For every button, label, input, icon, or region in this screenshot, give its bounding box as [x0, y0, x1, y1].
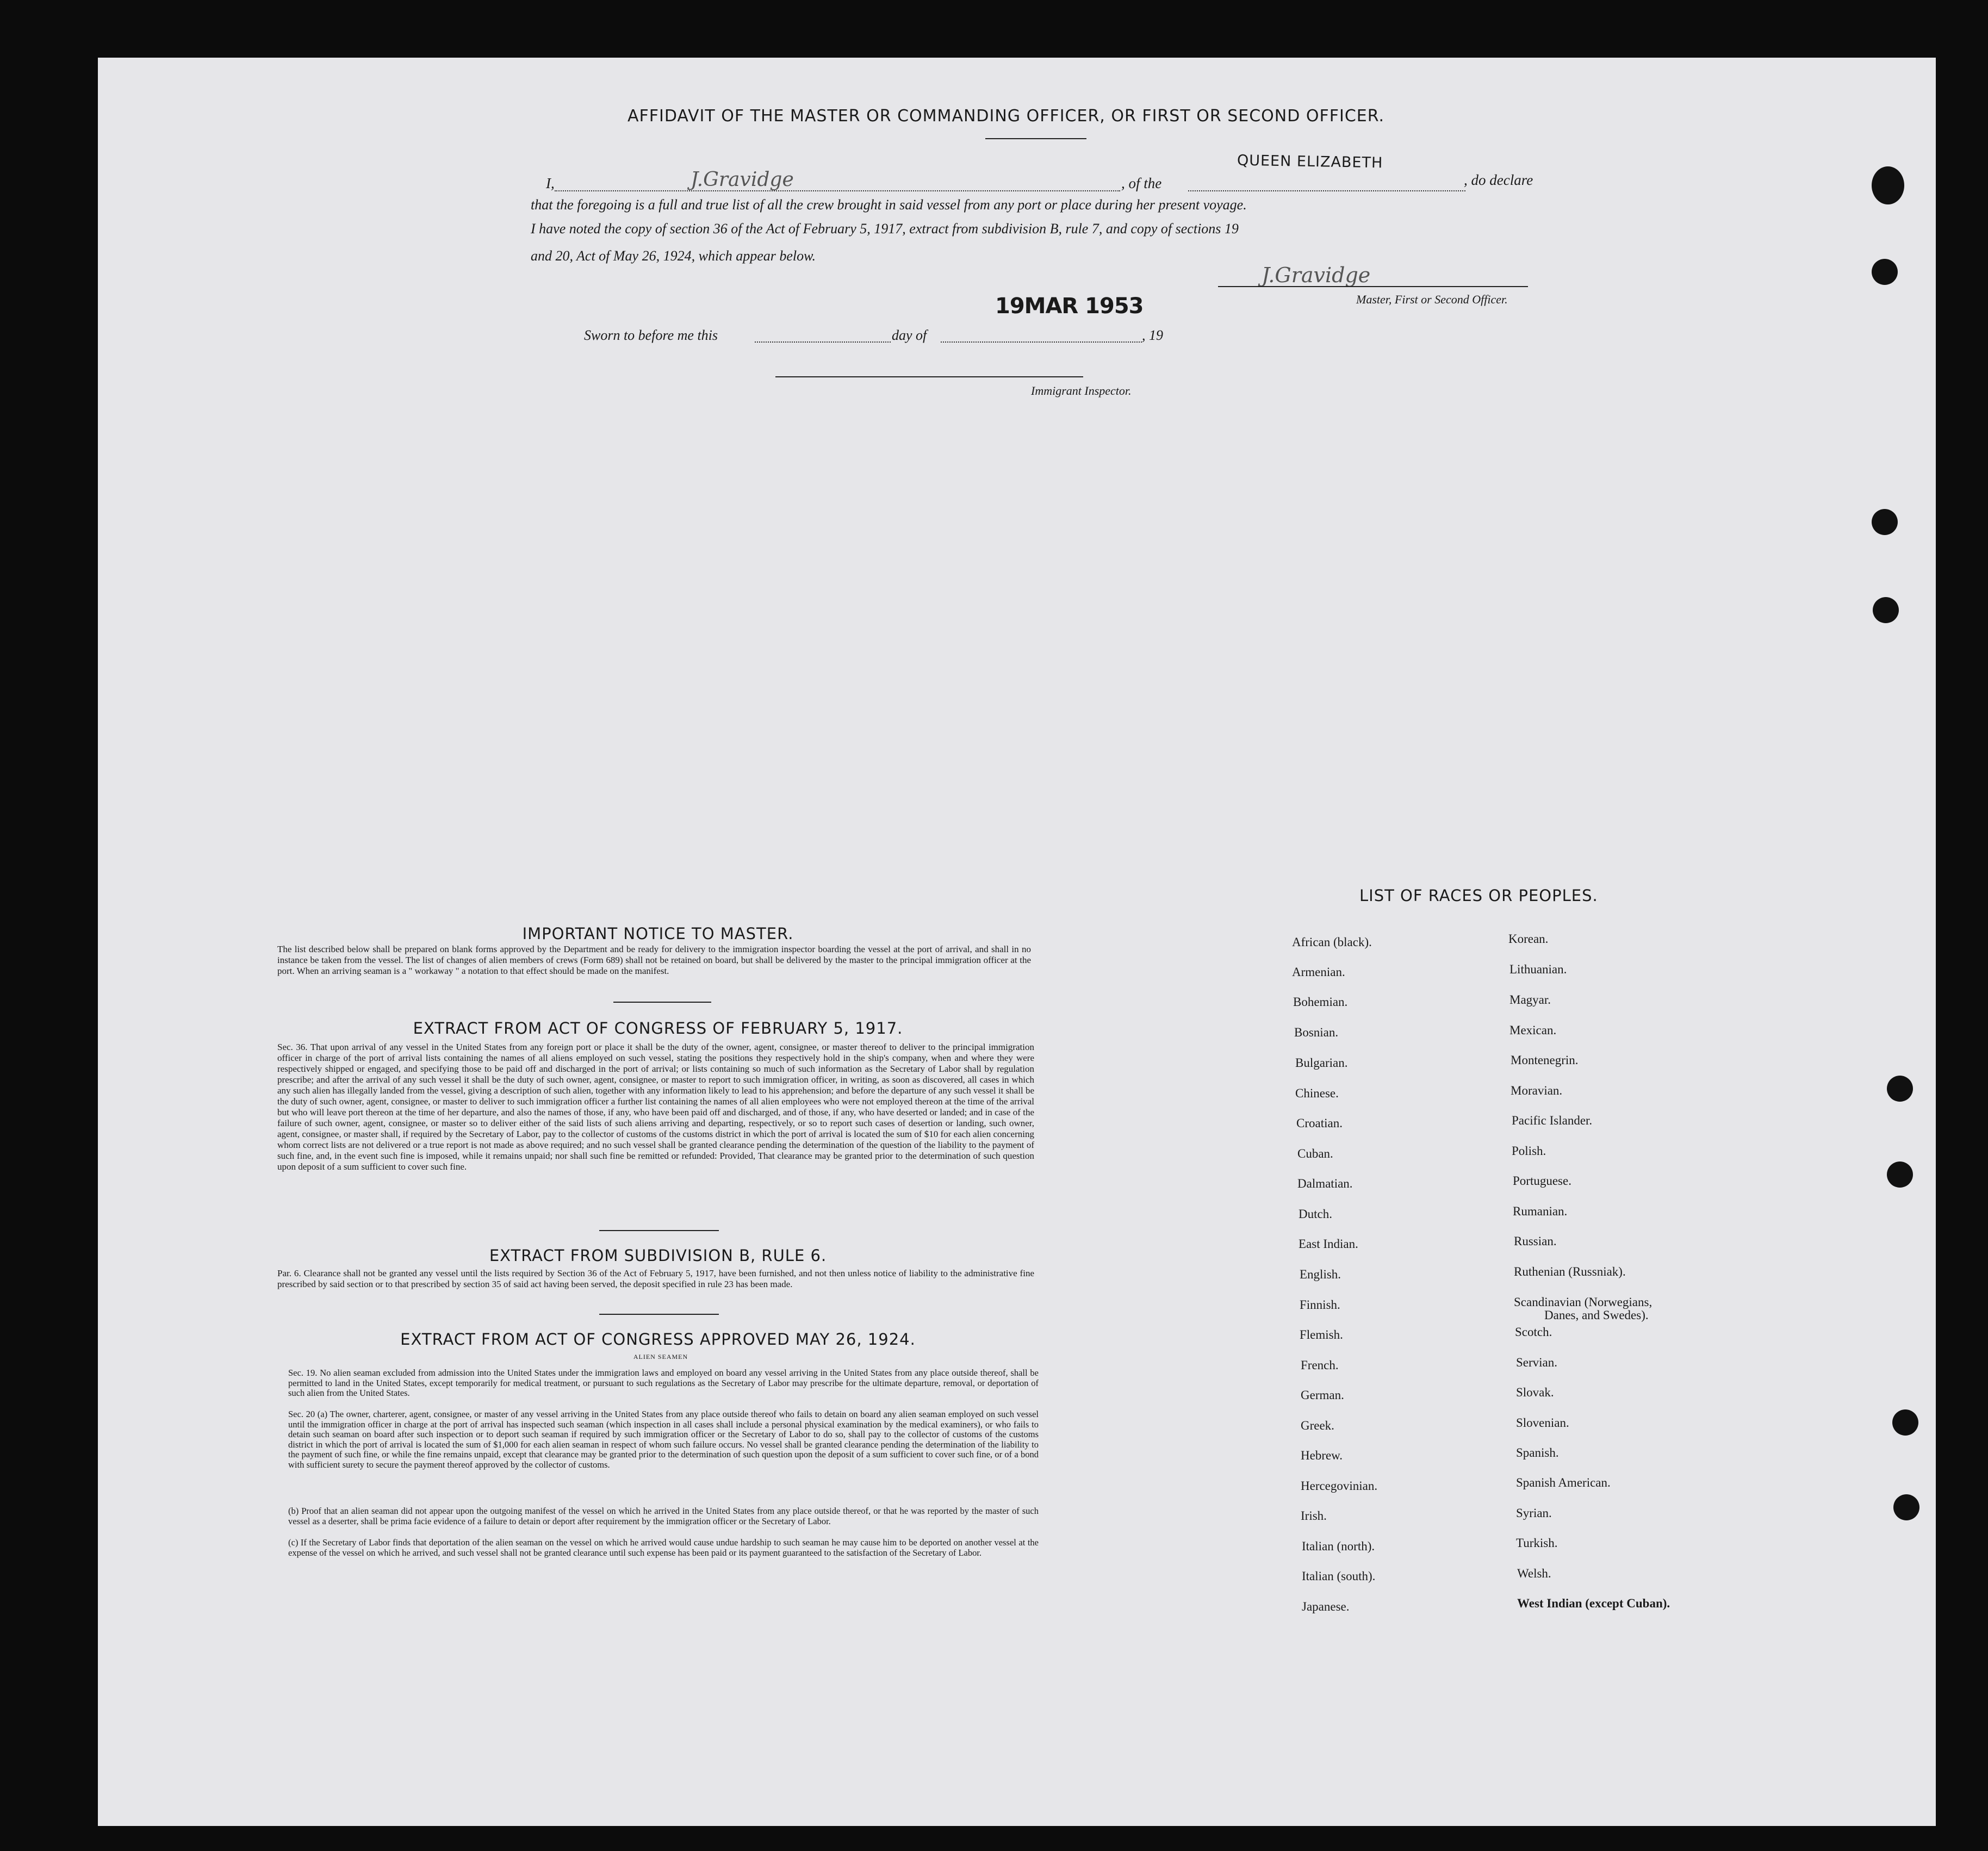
sworn-label: Sworn to before me this	[584, 327, 718, 343]
race-item: Rumanian.	[1513, 1204, 1568, 1218]
race-item: Polish.	[1512, 1144, 1546, 1158]
title-underline	[985, 138, 1086, 139]
race-item: Russian.	[1514, 1234, 1557, 1248]
sworn-month-line	[941, 341, 1142, 343]
race-item: Finnish.	[1300, 1298, 1340, 1312]
races-title: LIST OF RACES OR PEOPLES.	[1359, 886, 1598, 905]
extract-1917-text: Sec. 36. That upon arrival of any vessel in the United States from any foreign port or place it shall be the duty of the owner, agent, consignee, or master thereof to deliver to the principal immigration officer in charge of the port of arrival lists containing the names of all aliens employed on such vessel, stating the positions they respectively hold in the ship's company, when and where they were respectively shipped or engaged, and specifying those to be paid off and discharged in the port of arrival; or lists containing so much of such information as the Secretary of Labor shall by regulation prescribe; and after the arrival of any such vessel it shall be the duty of such owner, agent, consignee, or master to report to such immigration officer, in writing, as soon as discovered, all cases in which any such alien has illegally landed from the vessel, giving a description of such alien, together with any information likely to lead to his apprehension; and before the departure of any such vessel it shall be the duty of such owner, agent, consignee, or master to deliver to such immigration officer a further list containing the names of all alien employees who were not employed thereon at the time of the arrival but who will leave port thereon at the time of her departure, and also the names of those, if any, who have been paid off and discharged, and of those, if any, who have deserted or landed; and in case of the failure of such owner, agent, consignee, or master so to deliver either of the said lists of such aliens arriving and departing, respectively, or so to report such cases of desertion or landing, such owner, agent, consignee, or master shall, if required by the Secretary of Labor, pay to the collector of customs of the customs district in which the port of arrival is located the sum of $10 for each alien concerning whom correct lists are not delivered or a true report is not made as above required; and no such vessel shall be granted clearance pending the determination of the question of the liability to the payment of such fine, and, in the event such fine is imposed, while it remains unpaid; nor shall such fine be remitted or refunded: Provided, That clearance may be granted prior to the determination of such question upon deposit of a sum sufficient to cover such fine.	[277, 1042, 1034, 1172]
extract-1924-sec20c: (c) If the Secretary of Labor finds that deportation of the alien seaman on the vessel on which he arrived would cause undue hardship to such seaman he may cause him to be deported on another vessel at the expense of the vessel on which he arrived, and such vessel shall not be granted clearance until such expense has been paid or its payment guaranteed to the satisfaction of the Secretary of Labor.	[288, 1537, 1039, 1558]
race-item: Ruthenian (Russniak).	[1514, 1265, 1626, 1278]
affidavit-line-4: and 20, Act of May 26, 1924, which appear below.	[531, 248, 816, 264]
punch-hole	[1892, 1409, 1918, 1436]
race-item: Armenian.	[1292, 965, 1345, 979]
race-item: Dalmatian.	[1297, 1177, 1353, 1190]
vessel-name: QUEEN ELIZABETH	[1237, 152, 1383, 172]
punch-hole	[1873, 597, 1899, 623]
race-item: English.	[1300, 1268, 1341, 1281]
subdivision-b-title: EXTRACT FROM SUBDIVISION B, RULE 6.	[489, 1246, 827, 1265]
extract-1924-sec19: Sec. 19. No alien seaman excluded from admission into the United States under the immigration laws and employed on board any vessel arriving in the United States from any place outside thereof, shall be permitted to land in the United States, except temporarily for medical treatment, or pursuant to such regulations as the Secretary of Labor may prescribe for the ultimate departure, removal, or deportation of such alien from the United States.	[288, 1368, 1039, 1398]
sworn-day-line	[755, 341, 891, 343]
race-item: Syrian.	[1516, 1506, 1552, 1520]
race-item: Magyar.	[1509, 993, 1551, 1007]
race-item: Danes, and Swedes).	[1544, 1308, 1649, 1322]
race-item: Pacific Islander.	[1512, 1114, 1593, 1127]
notice-title: IMPORTANT NOTICE TO MASTER.	[522, 924, 794, 943]
race-item: East Indian.	[1299, 1237, 1358, 1251]
race-item: German.	[1301, 1388, 1344, 1402]
race-item: Flemish.	[1300, 1328, 1343, 1341]
do-declare-label: , do declare	[1464, 172, 1533, 188]
i-label: I,	[546, 175, 555, 191]
race-item: Italian (south).	[1302, 1569, 1376, 1583]
race-item: Spanish American.	[1516, 1476, 1611, 1489]
subdivision-b-text: Par. 6. Clearance shall not be granted any vessel until the lists required by Section 36 of the Act of February 5, 1917, have been furnished, and not then unless notice of liability to the administrative fine prescribed by said section or to that prescribed by section 35 of said act having been served, the deposit specified in rule 23 has been made.	[277, 1268, 1034, 1289]
date-stamp: 19MAR 1953	[995, 294, 1144, 319]
race-item: Bohemian.	[1293, 995, 1348, 1009]
race-item: Croatian.	[1296, 1116, 1343, 1130]
race-item: Montenegrin.	[1511, 1053, 1579, 1067]
extract-1917-divider	[599, 1230, 719, 1231]
vessel-line	[1188, 190, 1465, 191]
race-item: Korean.	[1508, 932, 1549, 946]
race-item: Hebrew.	[1301, 1449, 1343, 1462]
signature-label: Master, First or Second Officer.	[1356, 293, 1508, 306]
of-the-label: , of the	[1121, 175, 1162, 191]
race-item: Chinese.	[1295, 1086, 1339, 1100]
extract-1924-sec20b: (b) Proof that an alien seaman did not appear upon the outgoing manifest of the vessel on which he arrived in the United States from any place outside thereof, or that he was reported by the master of such vessel as a deserter, shall be prima facie evidence of a failure to detain or deport after requirement by the immigration officer or the Secretary of Labor.	[288, 1506, 1039, 1526]
signature-line	[1218, 286, 1528, 287]
name-line	[555, 190, 1120, 191]
punch-hole	[1872, 166, 1904, 204]
master-name-signature: J.Gravidge	[691, 169, 794, 191]
race-item: Turkish.	[1516, 1536, 1558, 1550]
race-item: Hercegovinian.	[1301, 1479, 1378, 1493]
notice-divider	[613, 1002, 711, 1003]
race-item: Bulgarian.	[1295, 1056, 1348, 1070]
race-item: Dutch.	[1299, 1207, 1332, 1221]
race-item: Lithuanian.	[1509, 962, 1567, 976]
year-prefix: , 19	[1142, 327, 1163, 343]
affidavit-line-3: I have noted the copy of section 36 of the Act of February 5, 1917, extract from subdivision B, rule 7, and copy of sections 19	[531, 221, 1239, 237]
inspector-label: Immigrant Inspector.	[1031, 384, 1132, 397]
extract-1917-title: EXTRACT FROM ACT OF CONGRESS OF FEBRUARY 5, 1917.	[413, 1019, 903, 1038]
race-item: Servian.	[1516, 1356, 1558, 1369]
race-item: Cuban.	[1297, 1147, 1333, 1160]
race-item: Greek.	[1301, 1419, 1334, 1432]
day-of-label: day of	[892, 327, 927, 343]
race-item: Irish.	[1301, 1509, 1327, 1523]
race-item: Mexican.	[1509, 1023, 1557, 1037]
inspector-line	[775, 376, 1083, 377]
punch-hole	[1872, 509, 1898, 535]
subdivision-b-divider	[599, 1314, 719, 1315]
master-signature: J.Gravidge	[1262, 263, 1371, 287]
race-item: African (black).	[1292, 935, 1372, 949]
race-item: Slovenian.	[1516, 1416, 1569, 1430]
race-item: Italian (north).	[1302, 1539, 1375, 1553]
race-item: West Indian (except Cuban).	[1517, 1597, 1670, 1610]
punch-hole	[1872, 259, 1898, 285]
extract-1924-title: EXTRACT FROM ACT OF CONGRESS APPROVED MAY 26, 1924.	[400, 1330, 916, 1349]
notice-text: The list described below shall be prepared on blank forms approved by the Department and be ready for delivery to the immigration inspector boarding the vessel at the port of arrival, and shall in no instance be taken from the vessel. The list of changes of alien members of crews (Form 689) shall not be retained on board, but shall be delivered by the master to the principal immigration officer at the port. When an arriving seaman is a " workaway " a notation to that effect should be made on the manifest.	[277, 944, 1031, 976]
race-item: Scotch.	[1515, 1325, 1552, 1339]
race-item: Spanish.	[1516, 1446, 1559, 1459]
race-item: Bosnian.	[1294, 1026, 1339, 1039]
extract-1924-sec20a: Sec. 20 (a) The owner, charterer, agent, consignee, or master of any vessel arriving in the United States from any place outside thereof who fails to detain on board any alien seaman employed on such vessel until the immigration officer in charge at the port of arrival has inspected such seaman (which inspection in all cases shall include a personal physical examination by the medical examiners), or who fails to detain such seaman on board after such inspection or to deport such seaman if required by such immigration officer or the Secretary of Labor to do so, shall pay to the collector of customs of the customs district in which the port of arrival is located the sum of $1,000 for each alien seaman in respect of whom such failure occurs. No vessel shall be granted clearance pending the determination of the liability to the payment of such fine, or while the fine remains unpaid, except that clearance may be granted prior to the determination of such question upon the deposit of a sum sufficient to cover such fine, or of a bond with sufficient surety to secure the payment thereof approved by the collector of customs.	[288, 1409, 1039, 1470]
alien-seamen-subtitle: ALIEN SEAMEN	[633, 1353, 688, 1361]
race-item: Welsh.	[1517, 1567, 1551, 1580]
punch-hole	[1887, 1161, 1913, 1188]
affidavit-line-2: that the foregoing is a full and true list of all the crew brought in said vessel from any port or place during her present voyage.	[531, 197, 1247, 213]
race-item: Scandinavian (Norwegians,	[1514, 1295, 1652, 1309]
race-item: Japanese.	[1302, 1600, 1350, 1613]
affidavit-title: AFFIDAVIT OF THE MASTER OR COMMANDING OFFICER, OR FIRST OR SECOND OFFICER.	[627, 107, 1385, 126]
race-item: Portuguese.	[1513, 1174, 1571, 1188]
race-item: Slovak.	[1516, 1386, 1554, 1399]
punch-hole	[1887, 1076, 1913, 1102]
race-item: Moravian.	[1511, 1084, 1563, 1097]
punch-hole	[1893, 1494, 1919, 1520]
race-item: French.	[1301, 1358, 1339, 1372]
